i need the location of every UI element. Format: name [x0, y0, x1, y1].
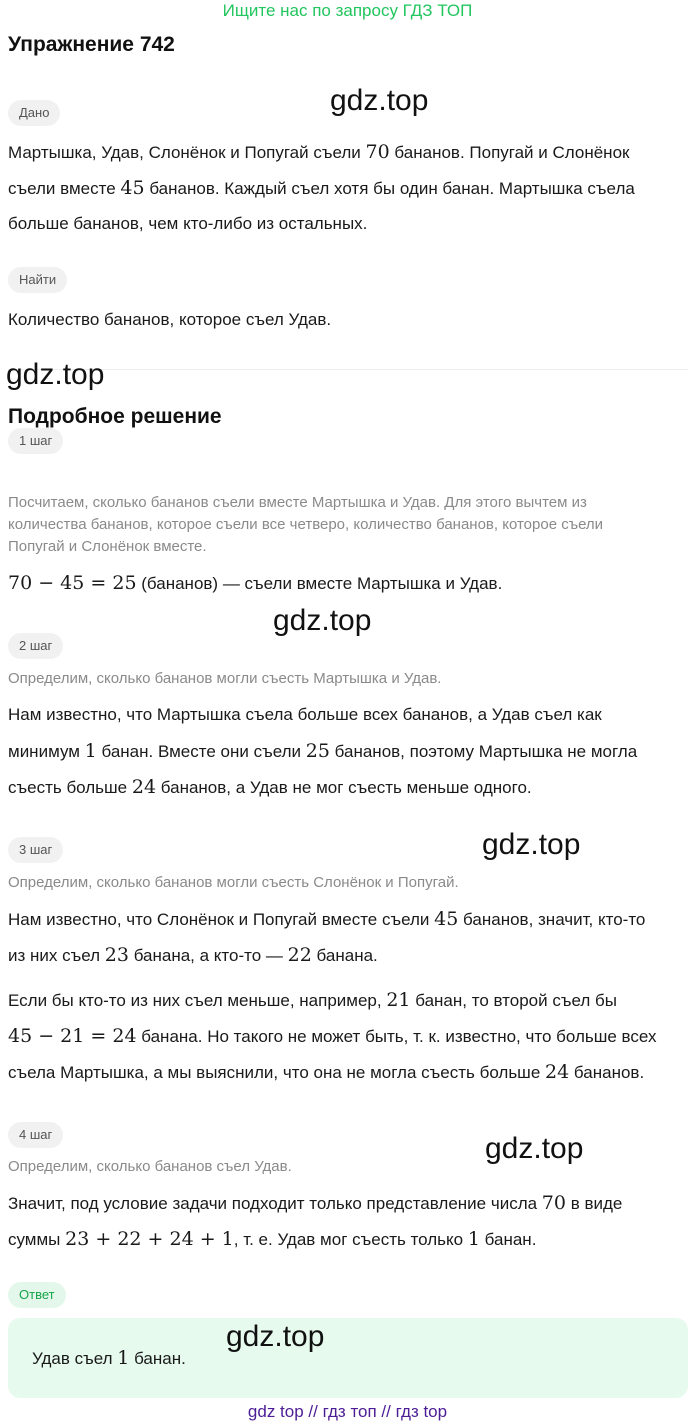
step-3-line: Если бы кто-то из них съел меньше, например, 21 банан, то второй съел бы: [8, 989, 617, 1011]
step-2-hint: Определим, сколько бананов могли съесть Мартышка и Удав.: [8, 670, 442, 687]
step-2-line: съесть больше 24 бананов, а Удав не мог съесть меньше одного.: [8, 776, 532, 798]
watermark: gdz.top: [226, 1320, 325, 1353]
given-badge: Дано: [8, 100, 60, 126]
given-line: Мартышка, Удав, Слонёнок и Попугай съели 70 бананов. Попугай и Слонёнок: [8, 141, 630, 163]
given-line: съели вместе 45 бананов. Каждый съел хотя бы один банан. Мартышка съела: [8, 177, 635, 199]
step-3-badge: 3 шаг: [8, 837, 63, 863]
given-line: больше бананов, чем кто-либо из остальных.: [8, 214, 368, 233]
step-2-line: минимум 1 банан. Вместе они съели 25 бананов, поэтому Мартышка не могла: [8, 740, 638, 762]
solution-title: Подробное решение: [8, 405, 222, 428]
answer-text: Удав съел 1 банан.: [32, 1347, 186, 1369]
step-4-hint: Определим, сколько бананов съел Удав.: [8, 1158, 292, 1175]
step-3-line: из них съел 23 банана, а кто-то — 22 банана.: [8, 944, 378, 966]
top-banner[interactable]: Ищите нас по запросу ГДЗ ТОП: [222, 1, 473, 20]
step-3-line: Нам известно, что Слонёнок и Попугай вместе съели 45 бананов, значит, кто-то: [8, 908, 646, 930]
step-4-line: суммы 23 + 22 + 24 + 1, т. е. Удав мог съесть только 1 банан.: [8, 1228, 537, 1250]
step-1-hint: Посчитаем, сколько бананов съели вместе Мартышка и Удав. Для этого вычтем из: [8, 494, 587, 511]
step-1-hint: Попугай и Слонёнок вместе.: [8, 538, 207, 555]
step-2-badge: 2 шаг: [8, 633, 63, 659]
watermark: gdz.top: [6, 358, 105, 391]
step-3-line: съела Мартышка, а мы выяснили, что она не могла съесть больше 24 бананов.: [8, 1061, 645, 1083]
step-1-badge: 1 шаг: [8, 428, 63, 454]
exercise-title: Упражнение 742: [8, 33, 175, 56]
section-divider: [8, 369, 688, 370]
step-3-line: 45 − 21 = 24 банана. Но такого не может быть, т. к. известно, что больше всех: [8, 1025, 657, 1047]
answer-badge: Ответ: [8, 1282, 66, 1308]
watermark: gdz.top: [273, 604, 372, 637]
watermark: gdz.top: [330, 84, 429, 117]
step-1-hint: количества бананов, которое съели все четверо, количество бананов, которое съели: [8, 516, 604, 533]
find-badge: Найти: [8, 267, 67, 293]
step-1-result: 70 − 45 = 25 (бананов) — съели вместе Мартышка и Удав.: [8, 572, 503, 594]
footer-links[interactable]: gdz top // гдз топ // гдз top: [247, 1402, 448, 1421]
step-3-hint: Определим, сколько бананов могли съесть Слонёнок и Попугай.: [8, 874, 459, 891]
watermark: gdz.top: [485, 1132, 584, 1165]
step-4-line: Значит, под условие задачи подходит только представление числа 70 в виде: [8, 1192, 623, 1214]
find-text: Количество бананов, которое съел Удав.: [8, 310, 332, 329]
watermark: gdz.top: [482, 828, 581, 861]
step-4-badge: 4 шаг: [8, 1122, 63, 1148]
step-2-line: Нам известно, что Мартышка съела больше всех бананов, а Удав съел как: [8, 705, 602, 724]
